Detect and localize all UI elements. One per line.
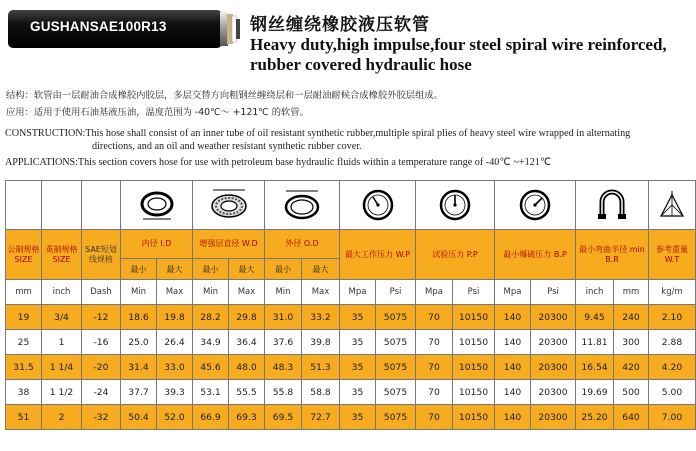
construction-paragraph	[5, 128, 630, 139]
header-bp: 最小爆破压力 B.P	[495, 230, 576, 280]
cell: 35	[340, 355, 376, 380]
cell: -24	[82, 380, 121, 405]
unit-cell: Min	[265, 280, 302, 305]
cell: 70	[416, 305, 453, 330]
cell: 69.3	[229, 405, 265, 430]
header-nominal: 公制规格SIZE	[6, 230, 42, 280]
cell: 33.0	[157, 355, 193, 380]
title-english: Heavy duty,high impulse,four steel spiral wire reinforced, rubber covered hydraulic hose	[250, 35, 667, 74]
hose-label: GUSHANSAE100R13	[30, 19, 167, 34]
cell: -12	[82, 305, 121, 330]
unit-cell: Min	[121, 280, 157, 305]
cell: 45.6	[193, 355, 229, 380]
cell: 10150	[453, 305, 495, 330]
cell: 69.5	[265, 405, 302, 430]
table-row	[6, 355, 696, 380]
cell: 140	[495, 330, 531, 355]
cell: 9.45	[576, 305, 614, 330]
unit-cell: Mpa	[416, 280, 453, 305]
cell: 20300	[531, 305, 576, 330]
unit-cell: Max	[157, 280, 193, 305]
unit-cell: kg/m	[649, 280, 696, 305]
cell: 2.88	[649, 330, 696, 355]
cell: 25.0	[121, 330, 157, 355]
spec-table	[5, 180, 696, 430]
cell: 20300	[531, 330, 576, 355]
cell: 26.4	[157, 330, 193, 355]
header-wd: 增强层直径 W.D	[193, 230, 265, 259]
units-row	[6, 280, 696, 305]
cell: -20	[82, 355, 121, 380]
cell: 2.10	[649, 305, 696, 330]
cell: 31.5	[6, 355, 42, 380]
cell: 5075	[376, 355, 416, 380]
cell: 31.0	[265, 305, 302, 330]
header-id: 内径 I.D	[121, 230, 193, 259]
bend-radius-icon	[594, 188, 630, 222]
construction-text-1: This hose shall consist of an inner tube of oil resistant synthetic rubber,multiple spiral plies of heavy steel wire wrapped in alternating	[85, 128, 631, 139]
cell: 19.69	[576, 380, 614, 405]
cell: 7.00	[649, 405, 696, 430]
table-row	[6, 305, 696, 330]
outer-diameter-icon-cell	[265, 181, 340, 230]
unit-cell: Psi	[376, 280, 416, 305]
icon-cell-empty	[42, 181, 82, 230]
cell: 640	[614, 405, 649, 430]
unit-cell: Mpa	[495, 280, 531, 305]
cell: 420	[614, 355, 649, 380]
cell: 52.0	[157, 405, 193, 430]
outer-diameter-icon	[282, 188, 322, 222]
cell: 5075	[376, 405, 416, 430]
cell: 66.9	[193, 405, 229, 430]
cell: 140	[495, 380, 531, 405]
header-inch: 英制规格SIZE	[42, 230, 82, 280]
cell: 28.2	[193, 305, 229, 330]
cell: 51	[6, 405, 42, 430]
cell: -16	[82, 330, 121, 355]
working-pressure-gauge-icon	[361, 188, 395, 222]
cell: 5075	[376, 330, 416, 355]
cell: 37.6	[265, 330, 302, 355]
cell: 70	[416, 380, 453, 405]
cell: 39.8	[302, 330, 340, 355]
header-wp: 最大工作压力 W.P	[340, 230, 416, 280]
unit-cell: Mpa	[340, 280, 376, 305]
cell: 240	[614, 305, 649, 330]
cell: 140	[495, 305, 531, 330]
cell: 34.9	[193, 330, 229, 355]
cell: 35	[340, 330, 376, 355]
unit-cell: Psi	[453, 280, 495, 305]
cell: 5075	[376, 305, 416, 330]
title-chinese: 钢丝缠绕橡胶液压软管	[250, 15, 430, 35]
icon-row	[6, 181, 696, 230]
cell: 300	[614, 330, 649, 355]
cell: 37.7	[121, 380, 157, 405]
table-row	[6, 380, 696, 405]
subheader-max: 最大	[229, 259, 265, 280]
burst-pressure-icon-cell	[495, 181, 576, 230]
cell: 25.20	[576, 405, 614, 430]
cell: 55.5	[229, 380, 265, 405]
cell: 53.1	[193, 380, 229, 405]
cell: 20300	[531, 405, 576, 430]
cell: 70	[416, 330, 453, 355]
header-pp: 试验压力 P.P	[416, 230, 495, 280]
cell: 5.00	[649, 380, 696, 405]
cell: 50.4	[121, 405, 157, 430]
cell: 33.2	[302, 305, 340, 330]
unit-cell: Psi	[531, 280, 576, 305]
cell: 31.4	[121, 355, 157, 380]
header-row	[6, 230, 696, 259]
cell: 19	[6, 305, 42, 330]
cell: 55.8	[265, 380, 302, 405]
cell: -32	[82, 405, 121, 430]
cell: 2	[42, 405, 82, 430]
cell: 29.8	[229, 305, 265, 330]
cell: 140	[495, 405, 531, 430]
cell: 70	[416, 405, 453, 430]
working-pressure-icon-cell	[340, 181, 416, 230]
cell: 38	[6, 380, 42, 405]
subheader-min: 最小	[265, 259, 302, 280]
cell: 51.3	[302, 355, 340, 380]
applications-paragraph	[5, 157, 551, 168]
cell: 19.8	[157, 305, 193, 330]
cell: 1	[42, 330, 82, 355]
cell: 10150	[453, 330, 495, 355]
unit-cell: inch	[42, 280, 82, 305]
cell: 58.8	[302, 380, 340, 405]
reinforcement-diameter-icon-cell	[193, 181, 265, 230]
unit-cell: Max	[302, 280, 340, 305]
cell: 35	[340, 405, 376, 430]
table-row	[6, 330, 696, 355]
cell: 36.4	[229, 330, 265, 355]
icon-cell-empty	[82, 181, 121, 230]
header-wt: 参考重量 W.T	[649, 230, 696, 280]
cell: 5075	[376, 380, 416, 405]
applications-label: APPLICATIONS:	[5, 157, 78, 168]
inner-diameter-icon-cell	[121, 181, 193, 230]
cell: 72.7	[302, 405, 340, 430]
unit-cell: Dash	[82, 280, 121, 305]
cell: 1 1/2	[42, 380, 82, 405]
unit-cell: inch	[576, 280, 614, 305]
subheader-max: 最大	[302, 259, 340, 280]
unit-cell: Max	[229, 280, 265, 305]
cell: 39.3	[157, 380, 193, 405]
cell: 4.20	[649, 355, 696, 380]
reinforcement-diameter-icon	[207, 187, 251, 223]
cell: 500	[614, 380, 649, 405]
table-row	[6, 405, 696, 430]
cell: 20300	[531, 380, 576, 405]
unit-cell: mm	[6, 280, 42, 305]
weight-icon	[657, 188, 687, 222]
cell: 16.54	[576, 355, 614, 380]
proof-pressure-icon-cell	[416, 181, 495, 230]
hose-banner	[8, 8, 240, 50]
cell: 1 1/4	[42, 355, 82, 380]
cell: 3/4	[42, 305, 82, 330]
construction-label: CONSTRUCTION:	[5, 128, 86, 139]
weight-icon-cell	[649, 181, 696, 230]
inner-diameter-icon	[137, 188, 177, 222]
cell: 140	[495, 355, 531, 380]
cell: 18.6	[121, 305, 157, 330]
cell: 10150	[453, 355, 495, 380]
unit-cell: mm	[614, 280, 649, 305]
cell: 10150	[453, 405, 495, 430]
header-br: 最小弯曲半径 min B.R	[576, 230, 649, 280]
unit-cell: Min	[193, 280, 229, 305]
cell: 35	[340, 305, 376, 330]
cell: 70	[416, 355, 453, 380]
cell: 35	[340, 380, 376, 405]
applications-text: This section covers hose for use with petroleum base hydraulic fluids within a temperature range of -40℃ ~+121℃	[77, 157, 552, 168]
cell: 48.3	[265, 355, 302, 380]
subheader-max: 最大	[157, 259, 193, 280]
icon-cell-empty	[6, 181, 42, 230]
header-od: 外径 O.D	[265, 230, 340, 259]
cell: 25	[6, 330, 42, 355]
header-sae: SAE短划线规格	[82, 230, 121, 280]
application-chinese: 应用：适用于使用石油基液压油，温度范围为 -40℃～ +121℃ 的软管。	[6, 107, 309, 118]
subheader-min: 最小	[121, 259, 157, 280]
cell: 48.0	[229, 355, 265, 380]
cell: 20300	[531, 355, 576, 380]
cell: 11.81	[576, 330, 614, 355]
structure-chinese: 结构：软管由一层耐油合成橡胶内胶层，多层交替方向粗钢丝缠绕层和一层耐油耐候合成橡胶外胶层组成。	[6, 90, 443, 101]
construction-text-2: directions, and an oil and weather resistant synthetic rubber cover.	[92, 141, 362, 152]
cell: 10150	[453, 380, 495, 405]
burst-pressure-gauge-icon	[518, 188, 552, 222]
proof-pressure-gauge-icon	[438, 188, 472, 222]
bend-radius-icon-cell	[576, 181, 649, 230]
subheader-min: 最小	[193, 259, 229, 280]
